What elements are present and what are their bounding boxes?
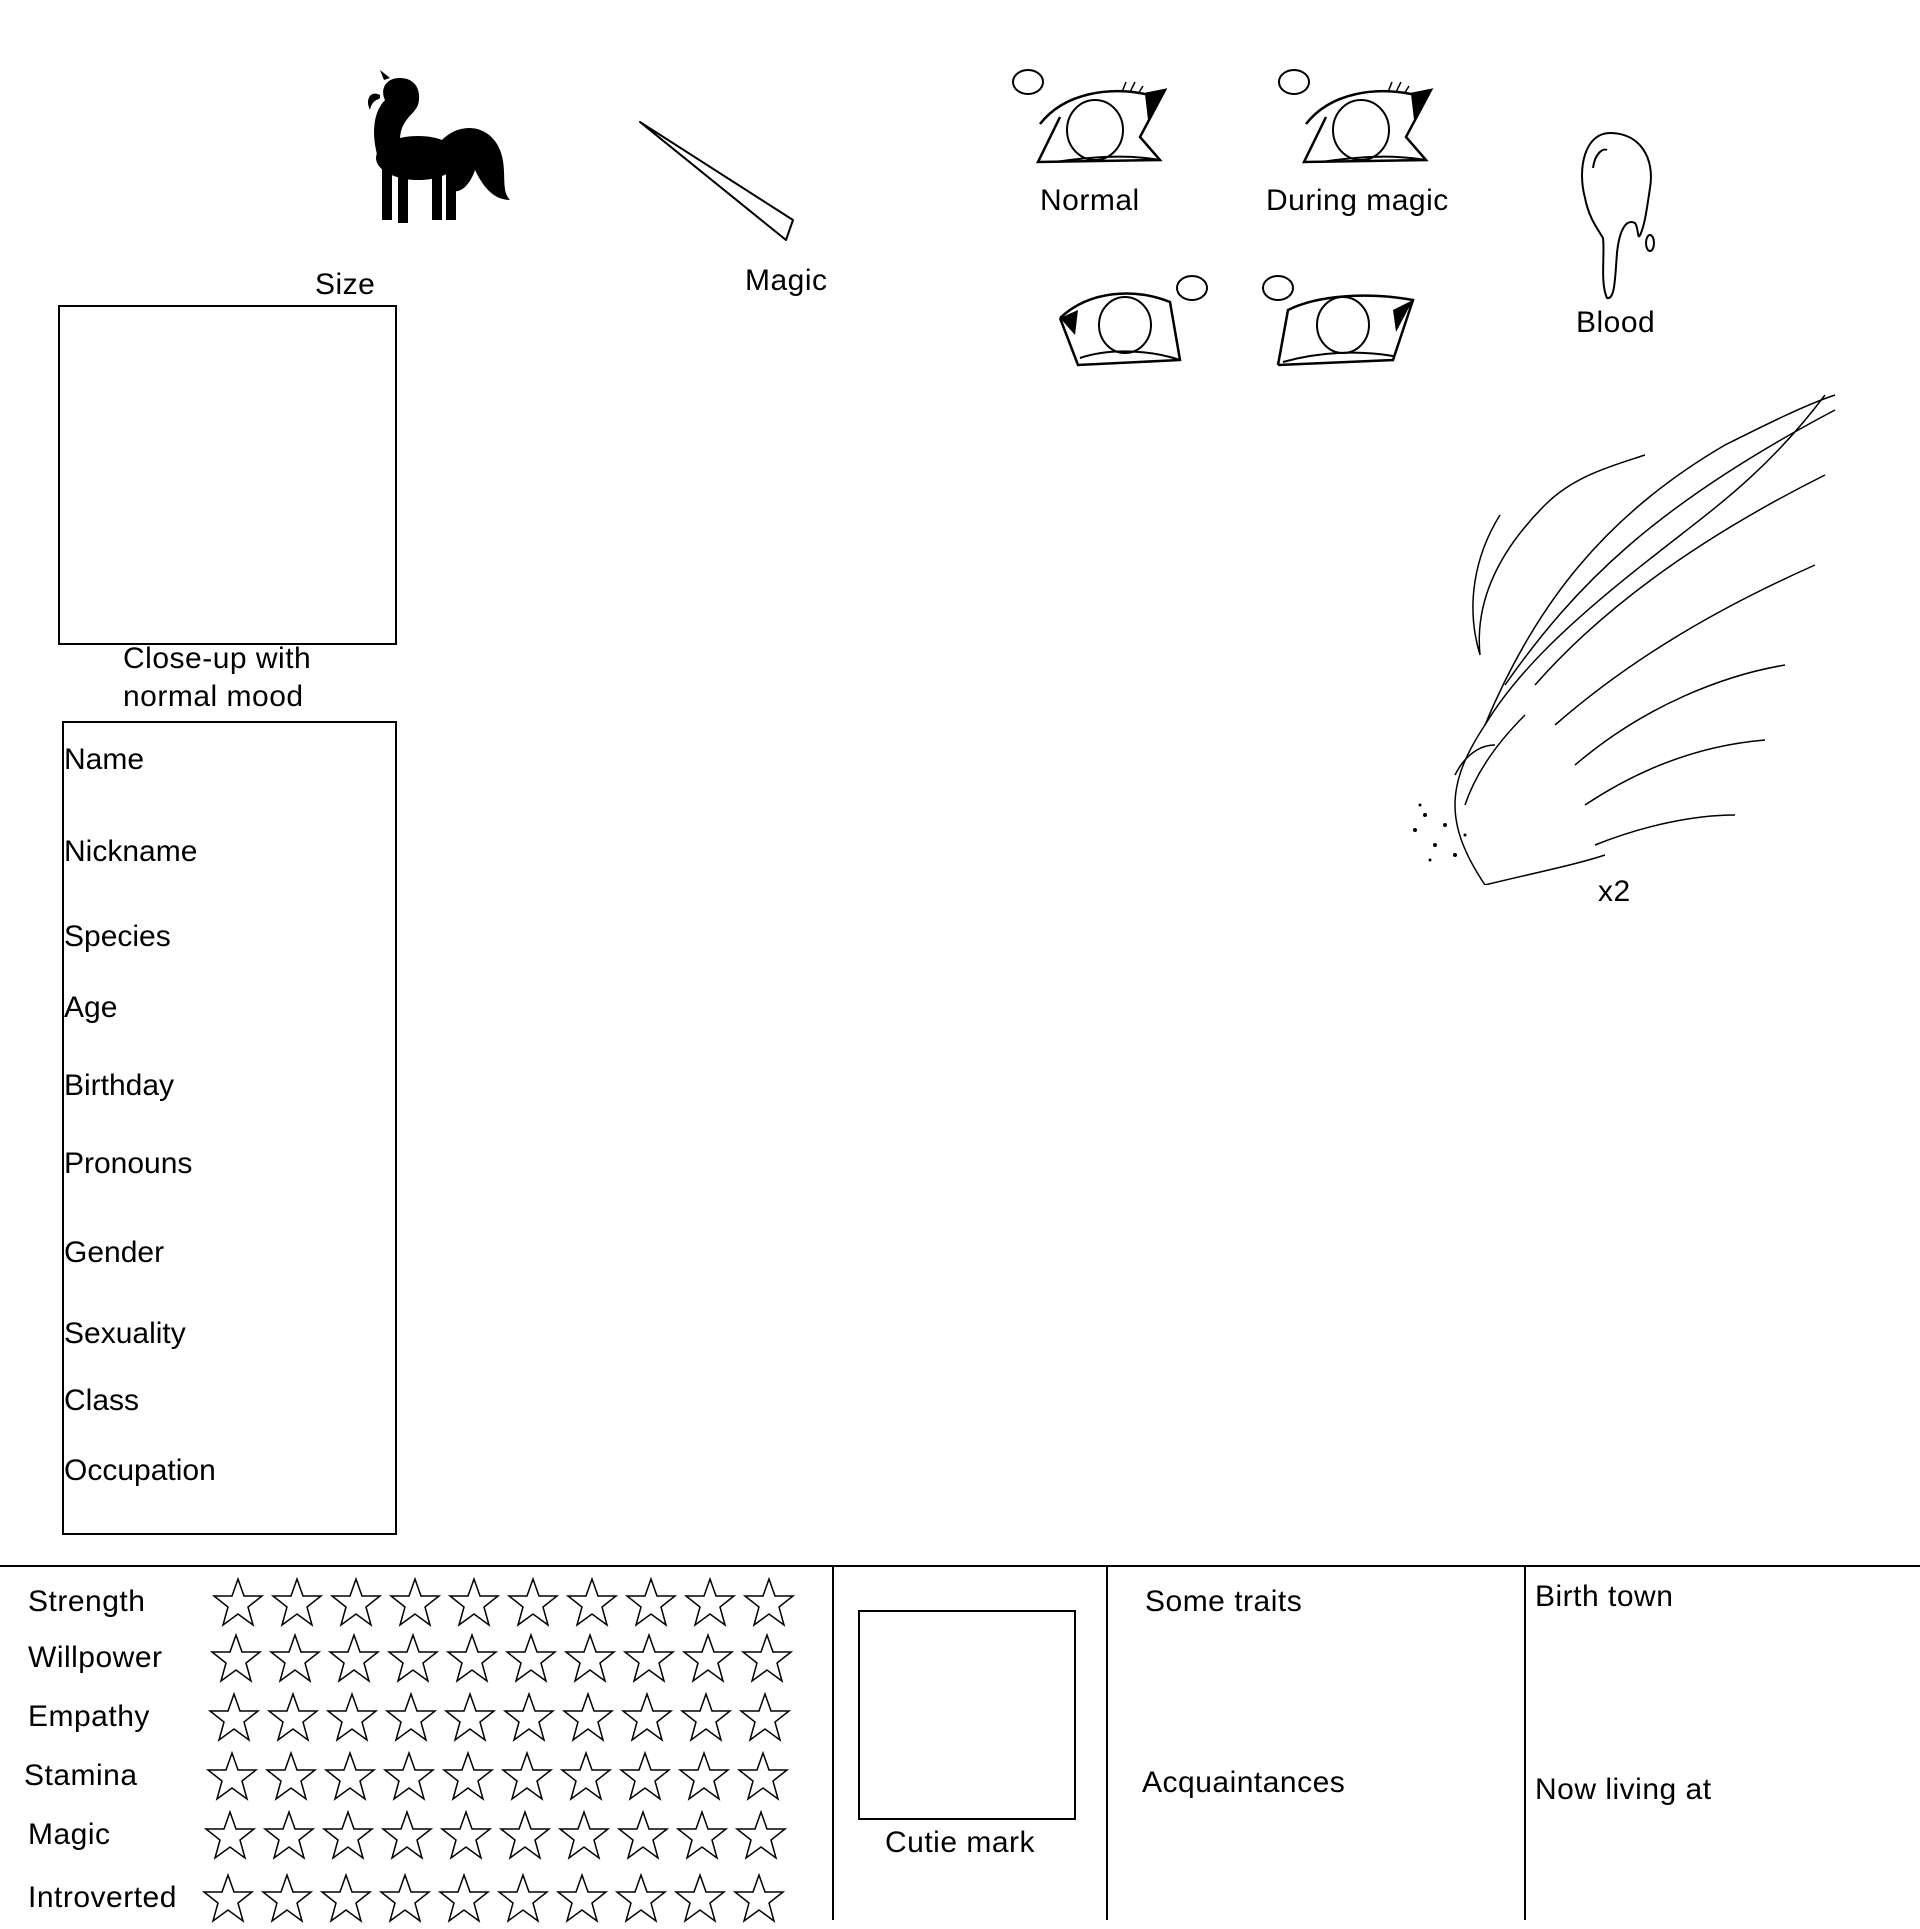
star-icon[interactable] [619,1751,678,1807]
birth-town-label: Birth town [1535,1580,1674,1613]
star-icon[interactable] [385,1692,444,1748]
star-icon[interactable] [556,1873,615,1929]
closeup-label-line1: Close-up with [123,642,312,675]
star-icon[interactable] [326,1692,385,1748]
wing-count-label: x2 [1598,875,1631,908]
star-icon[interactable] [684,1577,743,1633]
closeup-label-line2: normal mood [123,680,304,713]
star-icon[interactable] [733,1873,792,1929]
blood-label: Blood [1576,306,1656,339]
star-icon[interactable] [330,1577,389,1633]
info-field-age: Age [64,991,118,1024]
star-icon[interactable] [737,1751,796,1807]
stat-label-magic: Magic [28,1818,111,1851]
star-icon[interactable] [499,1810,558,1866]
star-icon[interactable] [735,1810,794,1866]
closeup-box[interactable] [58,305,397,645]
star-icon[interactable] [615,1873,674,1929]
star-icon[interactable] [324,1751,383,1807]
star-icon[interactable] [328,1633,387,1689]
cutie-mark-box[interactable] [858,1610,1076,1820]
star-icon[interactable] [206,1751,265,1807]
character-info-box[interactable] [62,721,397,1535]
info-field-pronouns: Pronouns [64,1147,193,1180]
star-icon[interactable] [625,1577,684,1633]
cutie-divider [1106,1565,1108,1920]
star-icon[interactable] [267,1692,326,1748]
star-icon[interactable] [444,1692,503,1748]
wing-icon [1405,385,1845,885]
eye-normal-top-icon [1010,62,1170,167]
eye-normal-bottom-icon [1050,270,1210,375]
star-icon[interactable] [320,1873,379,1929]
star-icon[interactable] [210,1633,269,1689]
stat-stars-magic [204,1810,794,1866]
star-icon[interactable] [560,1751,619,1807]
info-field-nickname: Nickname [64,835,198,868]
star-icon[interactable] [680,1692,739,1748]
star-icon[interactable] [501,1751,560,1807]
stat-label-stamina: Stamina [24,1759,138,1792]
star-icon[interactable] [202,1873,261,1929]
eye-magic-label: During magic [1266,184,1449,217]
star-icon[interactable] [379,1873,438,1929]
star-icon[interactable] [261,1873,320,1929]
star-icon[interactable] [269,1633,328,1689]
star-icon[interactable] [566,1577,625,1633]
star-icon[interactable] [621,1692,680,1748]
star-icon[interactable] [741,1633,800,1689]
star-icon[interactable] [503,1692,562,1748]
eye-magic-top-icon [1276,62,1436,167]
star-icon[interactable] [562,1692,621,1748]
star-icon[interactable] [263,1810,322,1866]
star-icon[interactable] [212,1577,271,1633]
stat-label-willpower: Willpower [28,1641,163,1674]
magic-label: Magic [745,264,828,297]
star-icon[interactable] [623,1633,682,1689]
star-icon[interactable] [497,1873,556,1929]
star-icon[interactable] [505,1633,564,1689]
star-icon[interactable] [448,1577,507,1633]
info-field-birthday: Birthday [64,1069,175,1102]
stat-stars-strength [212,1577,802,1633]
stat-stars-willpower [210,1633,800,1689]
stats-panel [0,1565,832,1920]
star-icon[interactable] [383,1751,442,1807]
stat-stars-introverted [202,1873,792,1929]
star-icon[interactable] [389,1577,448,1633]
pony-silhouette [340,70,515,230]
star-icon[interactable] [507,1577,566,1633]
traits-divider [1524,1565,1526,1920]
star-icon[interactable] [743,1577,802,1633]
stat-stars-stamina [206,1751,796,1807]
acquaintances-label: Acquaintances [1142,1766,1346,1799]
cutie-mark-label: Cutie mark [885,1826,1036,1859]
info-field-name: Name [64,743,145,776]
size-label: Size [315,268,376,301]
star-icon[interactable] [271,1577,330,1633]
star-icon[interactable] [322,1810,381,1866]
info-field-occupation: Occupation [64,1454,216,1487]
star-icon[interactable] [617,1810,676,1866]
stat-label-empathy: Empathy [28,1700,150,1733]
star-icon[interactable] [440,1810,499,1866]
eye-normal-label: Normal [1040,184,1140,217]
info-field-gender: Gender [64,1236,165,1269]
stat-label-strength: Strength [28,1585,146,1618]
horn-icon [638,120,798,245]
star-icon[interactable] [446,1633,505,1689]
eye-magic-bottom-icon [1258,270,1418,375]
star-icon[interactable] [438,1873,497,1929]
star-icon[interactable] [678,1751,737,1807]
star-icon[interactable] [208,1692,267,1748]
star-icon[interactable] [381,1810,440,1866]
star-icon[interactable] [387,1633,446,1689]
star-icon[interactable] [442,1751,501,1807]
stat-stars-empathy [208,1692,798,1748]
now-living-label: Now living at [1535,1773,1712,1806]
star-icon[interactable] [676,1810,735,1866]
traits-label: Some traits [1145,1585,1303,1618]
star-icon[interactable] [265,1751,324,1807]
star-icon[interactable] [558,1810,617,1866]
stats-divider [832,1565,834,1920]
star-icon[interactable] [682,1633,741,1689]
info-field-species: Species [64,920,171,953]
star-icon[interactable] [204,1810,263,1866]
star-icon[interactable] [564,1633,623,1689]
stat-label-introverted: Introverted [28,1881,177,1914]
info-field-sexuality: Sexuality [64,1317,186,1350]
star-icon[interactable] [674,1873,733,1929]
info-field-class: Class [64,1384,140,1417]
star-icon[interactable] [739,1692,798,1748]
blood-drop-icon [1575,128,1660,303]
